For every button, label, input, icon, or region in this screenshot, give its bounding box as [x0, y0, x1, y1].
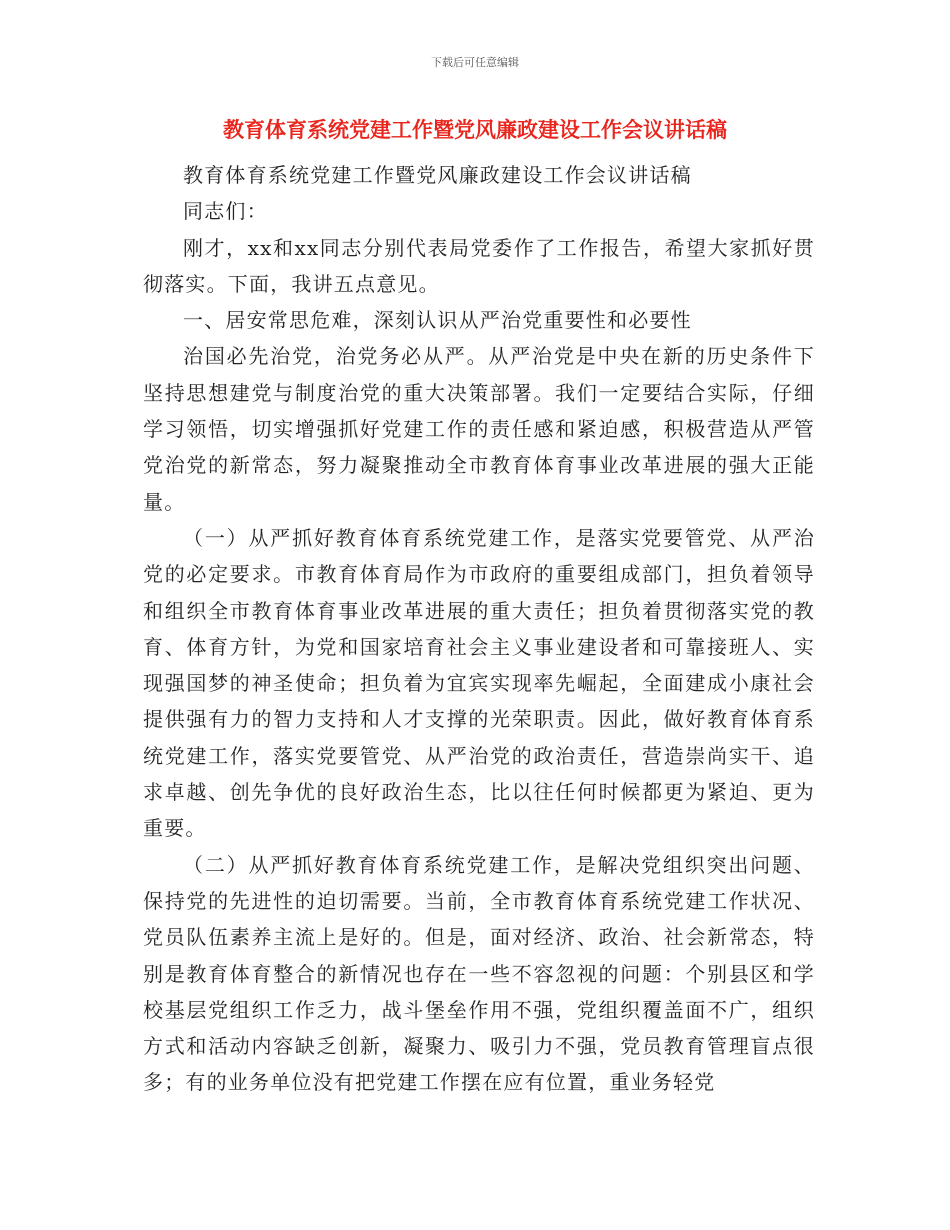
header-note: 下载后可任意编辑: [431, 56, 519, 69]
paragraph-intro: 刚才，xx和xx同志分别代表局党委作了工作报告，希望大家抓好贯彻落实。下面，我讲五点意见。: [143, 235, 815, 296]
document-body: [143, 157, 815, 1101]
paragraph-body: （一）从严抓好教育体育系统党建工作，是落实党要管党、从严治党的必定要求。市教育体育局作为市政府的重要组成部门，担负着领导和组织全市教育体育事业改革进展的重大责任；担负着贯彻落实党的教育、体育方针，为党和国家培育社会主义事业建设者和可靠接班人、实现强国梦的神圣使命；担负着为宜宾实现率先崛起，全面建成小康社会提供强有力的智力支持和人才支撑的光荣职责。因此，做好教育体育系统党建工作，落实党要管党、从严治党的政治责任，营造崇尚实干、追求卓越、创先争优的良好政治生态，比以往任何时候都更为紧迫、更为重要。: [143, 525, 815, 841]
document-title: 教育体育系统党建工作暨党风廉政建设工作会议讲话稿: [223, 117, 727, 142]
paragraph-body: 治国必先治党，治党务必从严。从严治党是中央在新的历史条件下坚持思想建党与制度治党的重大决策部署。我们一定要结合实际，仔细学习领悟，切实增强抓好党建工作的责任感和紧迫感，积极营造从严管党治党的新常态，努力凝聚推动全市教育体育事业改革进展的强大正能量。: [143, 344, 815, 514]
paragraph-salutation: 同志们：: [183, 199, 268, 224]
paragraph-body: （二）从严抓好教育体育系统党建工作，是解决党组织突出问题、保持党的先进性的迫切需要。当前，全市教育体育系统党建工作状况、党员队伍素养主流上是好的。但是，面对经济、政治、社会新常态，特别是教育体育整合的新情况也存在一些不容忽视的问题：个别县区和学校基层党组织工作乏力，战斗堡垒作用不强，党组织覆盖面不广，组织方式和活动内容缺乏创新，凝聚力、吸引力不强，党员教育管理盲点很多；有的业务单位没有把党建工作摆在应有位置，重业务轻党: [143, 852, 815, 1095]
paragraph-subtitle: 教育体育系统党建工作暨党风廉政建设工作会议讲话稿: [183, 163, 692, 187]
paragraph-section-heading: 一、居安常思危难，深刻认识从严治党重要性和必要性: [183, 308, 692, 333]
